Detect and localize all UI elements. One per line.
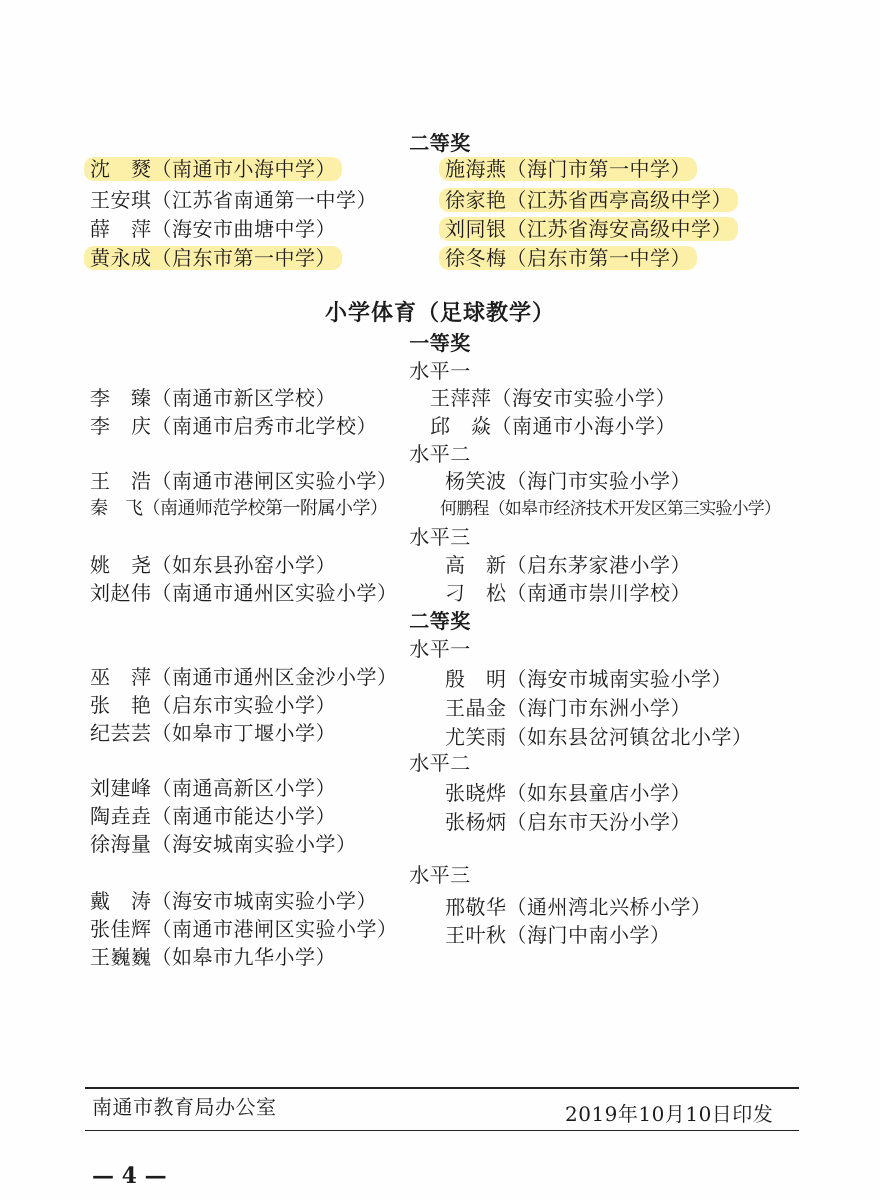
level-label: 水平一 <box>409 637 471 661</box>
footer-rule-top <box>85 1087 799 1089</box>
footer-date: 2019年10月10日印发 <box>565 1102 774 1126</box>
award-entry: 姚 尧（如东县孙窑小学） <box>90 553 336 577</box>
level-label: 水平三 <box>409 525 471 549</box>
award-entry: 秦 飞（南通师范学校第一附属小学） <box>90 498 388 519</box>
award-entry-highlighted: 黄永成（启东市第一中学） <box>84 246 342 270</box>
second-prize-heading: 二等奖 <box>409 609 471 633</box>
award-entry: 王 浩（南通市港闸区实验小学） <box>90 469 398 493</box>
award-entry-highlighted: 徐家艳（江苏省西亭高级中学） <box>439 188 738 212</box>
award-entry-highlighted: 沈 燹（南通市小海中学） <box>84 157 342 181</box>
award-entry: 王晶金（海门市东洲小学） <box>445 696 691 720</box>
second-prize-heading-top: 二等奖 <box>409 131 471 155</box>
level-label: 水平一 <box>409 359 471 383</box>
footer-issuer: 南通市教育局办公室 <box>92 1095 277 1119</box>
award-entry: 李 臻（南通市新区学校） <box>90 386 336 410</box>
award-entry: 刁 松（南通市崇川学校） <box>445 581 691 605</box>
award-entry: 邢敬华（通州湾北兴桥小学） <box>445 895 712 919</box>
award-entry-highlighted: 施海燕（海门市第一中学） <box>439 157 697 181</box>
level-label: 水平二 <box>409 442 471 466</box>
award-entry: 薛 萍（海安市曲塘中学） <box>90 217 336 241</box>
award-entry: 邱 焱（南通市小海小学） <box>430 414 676 438</box>
level-label: 水平三 <box>409 863 471 887</box>
award-entry: 戴 涛（海安市城南实验小学） <box>90 889 377 913</box>
award-entry: 王安琪（江苏省南通第一中学） <box>90 188 377 212</box>
award-entry-highlighted: 徐冬梅（启东市第一中学） <box>439 246 697 270</box>
award-entry: 刘赵伟（南通市通州区实验小学） <box>90 581 398 605</box>
award-entry: 尤笑雨（如东县岔河镇岔北小学） <box>445 725 753 749</box>
award-entry: 李 庆（南通市启秀市北学校） <box>90 414 377 438</box>
section-title: 小学体育（足球教学） <box>324 300 555 326</box>
award-entry: 刘建峰（南通高新区小学） <box>90 776 336 800</box>
award-entry: 王萍萍（海安市实验小学） <box>430 386 676 410</box>
award-entry: 杨笑波（海门市实验小学） <box>445 469 691 493</box>
award-entry: 纪芸芸（如皋市丁堰小学） <box>90 721 336 745</box>
first-prize-heading: 一等奖 <box>409 331 471 355</box>
award-entry: 王巍巍（如皋市九华小学） <box>90 945 336 969</box>
award-entry: 陶垚垚（南通市能达小学） <box>90 804 336 828</box>
award-entry: 何鹏程（如皋市经济技术开发区第三实验小学） <box>440 499 781 519</box>
award-entry: 王叶秋（海门中南小学） <box>445 923 671 947</box>
footer-rule-bottom <box>85 1130 799 1131</box>
level-label: 水平二 <box>409 751 471 775</box>
page-number: — 4 — <box>92 1163 167 1189</box>
award-entry: 高 新（启东茅家港小学） <box>445 553 691 577</box>
award-entry: 徐海量（海安城南实验小学） <box>90 832 357 856</box>
award-entry-highlighted: 刘同银（江苏省海安高级中学） <box>439 217 738 241</box>
award-entry: 殷 明（海安市城南实验小学） <box>445 667 732 691</box>
award-entry: 张晓烨（如东县童店小学） <box>445 781 691 805</box>
award-entry: 张杨炳（启东市天汾小学） <box>445 810 691 834</box>
award-entry: 巫 萍（南通市通州区金沙小学） <box>90 665 398 689</box>
award-entry: 张佳辉（南通市港闸区实验小学） <box>90 917 398 941</box>
award-entry: 张 艳（启东市实验小学） <box>90 693 336 717</box>
